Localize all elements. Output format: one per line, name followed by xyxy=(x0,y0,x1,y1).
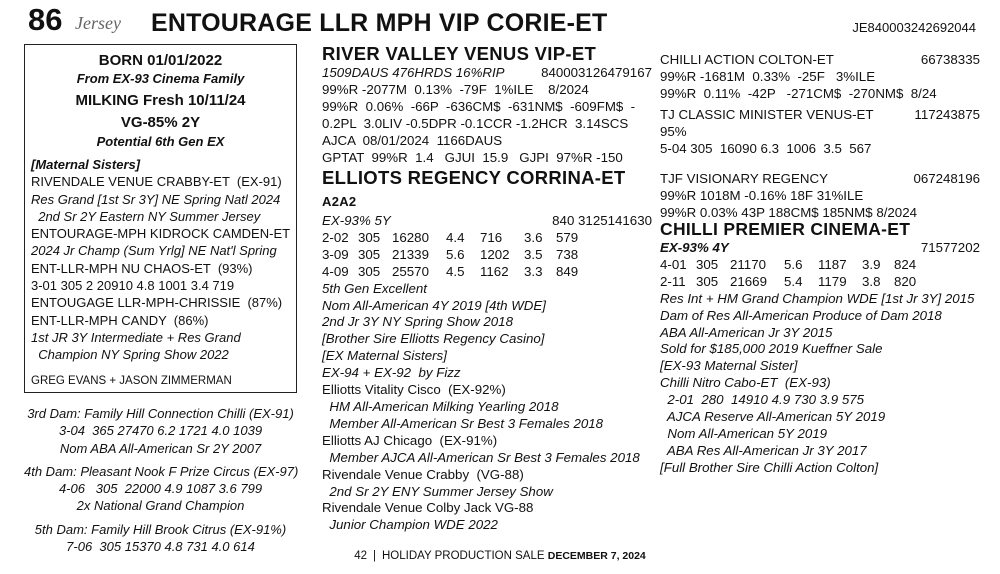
sire-proof-line: 99%R 0.06% -66P -636CM$ -631NM$ -609FM$ - xyxy=(322,98,636,114)
record-cell: 824 xyxy=(894,256,917,272)
footer-divider: | xyxy=(373,550,376,562)
record-cell: 305 xyxy=(358,263,381,279)
pedigree-entry xyxy=(660,171,980,222)
dam-classification: EX-93% 5Y xyxy=(322,213,391,228)
sire-name: RIVER VALLEY VENUS VIP-ET xyxy=(322,43,597,64)
record-cell: 4-09 xyxy=(322,263,349,279)
sire-proof-line: 0.2PL 3.0LIV -0.5DPR -0.1CCR -1.2HCR 3.14SCS xyxy=(322,115,629,131)
pedigree-name: TJF VISIONARY REGENCY xyxy=(660,171,828,187)
record-cell: 820 xyxy=(894,273,917,289)
note-line: [EX-93 Maternal Sister] xyxy=(660,358,798,374)
maternal-sister-line: 1st JR 3Y Intermediate + Res Grand xyxy=(31,329,241,345)
note-line: Rivendale Venue Colby Jack VG-88 xyxy=(322,500,534,516)
record-cell: 3.6 xyxy=(524,229,543,245)
note-line: Elliotts Vitality Cisco (EX-92%) xyxy=(322,382,506,398)
record-cell: 738 xyxy=(556,246,579,262)
maternal-sister-line: ENTOUGAGE LLR-MPH-CHRISSIE (87%) xyxy=(31,295,283,311)
pedigree-entry xyxy=(660,107,980,158)
note-line: EX-94 + EX-92 by Fizz xyxy=(322,365,461,381)
mgd-section xyxy=(660,218,980,477)
dam-genotype: A2A2 xyxy=(322,194,357,209)
dam-title: 4th Dam: Pleasant Nook F Prize Circus (EX-97) xyxy=(24,463,299,479)
record-cell: 1179 xyxy=(818,273,847,289)
record-cell: 2-02 xyxy=(322,229,349,245)
note-line: 2nd Jr 3Y NY Spring Show 2018 xyxy=(322,314,513,330)
note-line: Dam of Res All-American Produce of Dam 2018 xyxy=(660,307,942,323)
pedigree-proof-line: 99%R 0.11% -42P -271CM$ -270NM$ 8/24 xyxy=(660,85,937,101)
breeder-names: GREG EVANS + JASON ZIMMERMAN xyxy=(31,375,232,387)
note-line: Sold for $185,000 2019 Kueffner Sale xyxy=(660,341,883,357)
dam-title: 5th Dam: Family Hill Brook Citrus (EX-91%) xyxy=(34,521,287,537)
note-line: ABA All-American Jr 3Y 2015 xyxy=(660,324,833,340)
dam-reg-number: 840 3125141630 xyxy=(552,213,652,228)
mgd-name: CHILLI PREMIER CINEMA-ET xyxy=(660,219,911,239)
dam-section xyxy=(322,167,652,534)
dam-record: 4-06 305 22000 4.9 1087 3.6 799 xyxy=(58,481,263,497)
maternal-sisters-heading: [Maternal Sisters] xyxy=(31,157,141,172)
note-line: HM All-American Milking Yearling 2018 xyxy=(322,398,559,414)
dam-honor: 2x National Grand Champion xyxy=(76,498,245,514)
note-line: 2-01 280 14910 4.9 730 3.9 575 xyxy=(660,392,865,408)
record-cell: 21669 xyxy=(730,273,767,289)
note-line: 2nd Sr 2Y ENY Summer Jersey Show xyxy=(322,483,553,499)
maternal-sister-line: Champion NY Spring Show 2022 xyxy=(31,347,229,363)
record-cell: 3-09 xyxy=(322,246,349,262)
record-cell: 305 xyxy=(358,246,381,262)
lactation-record-row xyxy=(322,264,652,281)
record-cell: 5.6 xyxy=(784,256,803,272)
dam-record: 7-06 305 15370 4.8 731 4.0 614 xyxy=(66,539,255,555)
record-cell: 1187 xyxy=(818,256,847,272)
note-line: AJCA Reserve All-American 5Y 2019 xyxy=(660,409,886,425)
pedigree-section xyxy=(660,52,980,226)
pedigree-entry xyxy=(660,52,980,103)
registration-id: JE840003242692044 xyxy=(852,20,976,35)
page-number: 42 xyxy=(354,550,367,562)
dam-lineage xyxy=(24,405,297,561)
record-cell: 3.3 xyxy=(524,263,543,279)
pedigree-id: 067248196 xyxy=(913,171,980,187)
note-line: Rivendale Venue Crabby (VG-88) xyxy=(322,466,524,482)
dam-entry xyxy=(24,463,297,515)
pedigree-proof-line: 5-04 305 16090 6.3 1006 3.5 567 xyxy=(660,140,872,156)
note-line: ABA Res All-American Jr 3Y 2017 xyxy=(660,442,867,458)
pedigree-name: CHILLI ACTION COLTON-ET xyxy=(660,52,834,67)
note-line: 5th Gen Excellent xyxy=(322,280,427,296)
record-cell: 305 xyxy=(358,229,381,245)
note-line: Elliotts AJ Chicago (EX-91%) xyxy=(322,432,498,448)
dam-name xyxy=(322,167,652,213)
lactation-record-row xyxy=(660,257,980,274)
mgd-id: 71577202 xyxy=(920,240,980,255)
sale-date: DECEMBER 7, 2024 xyxy=(547,550,646,562)
animal-name: ENTOURAGE LLR MPH VIP CORIE-ET xyxy=(151,9,608,37)
record-cell: 4.4 xyxy=(446,229,465,245)
note-line: [Full Brother Sire Chilli Action Colton] xyxy=(660,459,879,475)
record-cell: 16280 xyxy=(392,229,429,245)
maternal-sister-line: ENT-LLR-MPH NU CHAOS-ET (93%) xyxy=(31,260,253,276)
maternal-sister-line: 2024 Jr Champ (Sum Yrlg] NE Nat'l Spring xyxy=(31,243,277,259)
record-cell: 1202 xyxy=(480,246,510,262)
maternal-sister-line: ENT-LLR-MPH CANDY (86%) xyxy=(31,312,209,328)
pedigree-header xyxy=(660,52,980,69)
dam-honor: Nom ABA All-American Sr 2Y 2007 xyxy=(59,440,262,456)
sale-name: HOLIDAY PRODUCTION SALE xyxy=(382,550,545,562)
record-cell: 5.6 xyxy=(446,246,465,262)
note-line: Res Int + HM Grand Champion WDE [1st Jr 3Y] 2015 xyxy=(660,290,975,306)
note-line: Nom All-American 5Y 2019 xyxy=(660,425,828,441)
record-cell: 21339 xyxy=(392,246,429,262)
pedigree-proof-line: 99%R 0.03% 43P 188CM$ 185NM$ 8/2024 xyxy=(660,205,917,221)
dam-record: 3-04 365 27470 6.2 1721 4.0 1039 xyxy=(58,423,263,439)
record-cell: 2-11 xyxy=(660,273,686,289)
maternal-sister-line: RIVENDALE VENUE CRABBY-ET (EX-91) xyxy=(31,174,282,190)
note-line: [Brother Sire Elliotts Regency Casino] xyxy=(322,331,545,347)
sire-usage-stats: 1509DAUS 476HRDS 16%RIP xyxy=(322,65,505,80)
lactation-record-row xyxy=(660,274,980,291)
note-line: [EX Maternal Sisters] xyxy=(322,348,447,364)
record-cell: 3.5 xyxy=(524,246,543,262)
record-cell: 3.8 xyxy=(862,273,881,289)
record-cell: 4-01 xyxy=(660,256,687,272)
note-line: Member All-American Sr Best 3 Females 2018 xyxy=(322,415,604,431)
record-cell: 21170 xyxy=(730,256,766,272)
pedigree-name: TJ CLASSIC MINISTER VENUS-ET xyxy=(660,106,874,122)
note-line: Nom All-American 4Y 2019 [4th WDE] xyxy=(322,297,546,313)
note-line: Chilli Nitro Cabo-ET (EX-93) xyxy=(660,375,831,391)
maternal-sister-line: 3-01 305 2 20910 4.8 1001 3.4 719 xyxy=(31,278,235,294)
record-cell: 305 xyxy=(696,256,719,272)
record-cell: 716 xyxy=(480,229,503,245)
breed-label: Jersey xyxy=(75,13,121,33)
maternal-sister-line: Res Grand [1st Sr 3Y] NE Spring Natl 2024 xyxy=(31,191,281,207)
record-cell: 3.9 xyxy=(862,256,881,272)
mgd-classification: EX-93% 4Y xyxy=(660,240,729,255)
sire-section xyxy=(322,43,652,166)
note-line: Junior Champion WDE 2022 xyxy=(322,517,498,533)
dam-entry xyxy=(24,405,297,457)
record-cell: 1162 xyxy=(480,263,509,279)
pedigree-proof-line: 99%R 1018M -0.16% 18F 31%ILE xyxy=(660,188,864,204)
page-footer xyxy=(0,550,1000,562)
family-line: From EX-93 Cinema Family xyxy=(76,71,245,86)
pedigree-header xyxy=(660,171,980,188)
sire-proof-line: 99%R -2077M 0.13% -79F 1%ILE 8/2024 xyxy=(322,81,589,97)
sire-reg-number: 840003126479167 xyxy=(541,65,652,80)
pedigree-id: 66738335 xyxy=(920,52,980,67)
pedigree-proof-line: 95% xyxy=(660,123,687,139)
record-cell: 305 xyxy=(696,273,719,289)
maternal-sister-line: 2nd Sr 2Y Eastern NY Summer Jersey xyxy=(31,208,261,224)
note-line: Member AJCA All-American Sr Best 3 Females 2018 xyxy=(322,449,640,465)
pedigree-id: 117243875 xyxy=(914,106,980,122)
maternal-sister-line: ENTOURAGE-MPH KIDROCK CAMDEN-ET xyxy=(31,226,291,242)
potential-generation: Potential 6th Gen EX xyxy=(96,134,225,149)
record-cell: 25570 xyxy=(392,263,429,279)
record-cell: 4.5 xyxy=(446,263,465,279)
lactation-record-row xyxy=(322,247,652,264)
lot-number: 86 xyxy=(28,2,63,37)
sire-proof-line: GPTAT 99%R 1.4 GJUI 15.9 GJPI 97%R -150 xyxy=(322,149,623,165)
record-cell: 579 xyxy=(556,229,579,245)
record-cell: 849 xyxy=(556,263,579,279)
classification: VG-85% 2Y xyxy=(120,114,201,131)
milking-status: MILKING Fresh 10/11/24 xyxy=(75,92,246,109)
dam-name-text: ELLIOTS REGENCY CORRINA-ET xyxy=(322,167,626,188)
animal-info-box xyxy=(24,44,297,393)
lactation-record-row xyxy=(322,230,652,247)
sire-proof-line: AJCA 08/01/2024 1166DAUS xyxy=(322,132,503,148)
born-date: BORN 01/01/2022 xyxy=(98,52,223,69)
dam-title: 3rd Dam: Family Hill Connection Chilli (EX-91) xyxy=(27,406,294,421)
pedigree-proof-line: 99%R -1681M 0.33% -25F 3%ILE xyxy=(660,68,876,84)
record-cell: 5.4 xyxy=(784,273,803,289)
pedigree-header xyxy=(660,107,980,124)
